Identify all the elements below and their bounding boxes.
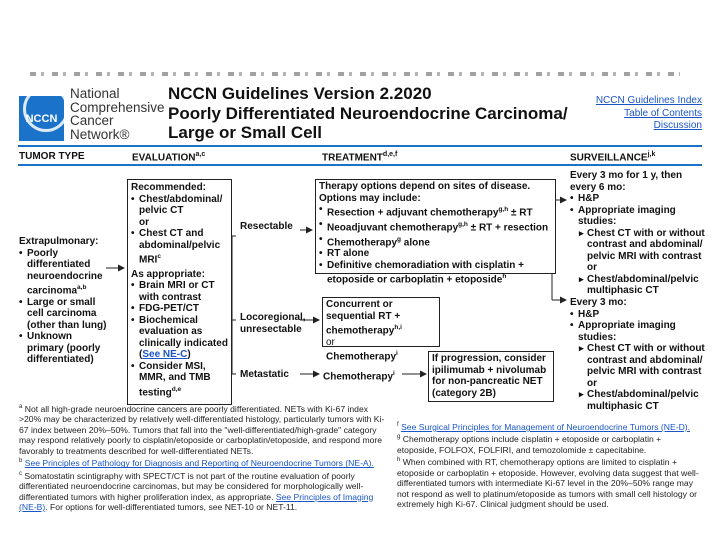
- surveillance-intro: Every 3 mo:: [570, 297, 627, 308]
- surveillance-subitem: ▸ Chest CT with or without contrast and abdominal/ pelvic MRI with contrast: [579, 228, 706, 263]
- org-line-4: Network®: [70, 126, 130, 142]
- imaging-link[interactable]: See Principles of Imaging (NE-B): [19, 491, 374, 513]
- surveillance-block-2: [570, 297, 706, 412]
- treatment-loco-1: Concurrent or sequential RT + chemotherapy$^{h,i}$: [326, 299, 402, 337]
- footnote-b: $^b$ See Principles of Pathology for Diagnosis and Reporting of Neuroendocrine Tumors (NE-A).: [19, 458, 374, 469]
- pathology-link[interactable]: See Principles of Pathology for Diagnosis and Reporting of Neuroendocrine Tumors (NE-A).: [24, 458, 374, 469]
- footnotes-left: [19, 402, 391, 513]
- surgical-principles-link[interactable]: See Surgical Principles for Management of Neuroendocrine Tumors (NE-D).: [401, 421, 691, 432]
- tumor-item: • Unknown primary (poorly differentiated): [19, 331, 111, 366]
- treatment-intro: Therapy options depend on sites of disease. Options may include:: [319, 181, 531, 204]
- stage-resectable: Resectable: [240, 221, 293, 232]
- surveillance-intro: Every 3 mo for 1 y, then every 6 mo:: [570, 170, 683, 193]
- surveillance-item: • H&P: [570, 309, 706, 321]
- stage-metastatic: Metastatic: [240, 369, 289, 380]
- column-header-surveillance: SURVEILLANCE$^{j,k}$: [570, 151, 656, 164]
- evaluation-box: [127, 179, 232, 405]
- footnote-a: $^a$ Not all high-grade neuroendocrine cancers are poorly differentiated. NETs with Ki-67 index >20% may be characterized by relatively well-differentiated histology, particularly tumors with Ki-67 index between 20%–50%. Tumors that fall into the "well-differentiated/high-grade" category may respond relatively poorly to cisplatin/etoposide or carboplatin/etoposide, and respond more favorably to treatments described for well-differentiated NETs.: [19, 403, 385, 456]
- surveillance-item: • H&P: [570, 193, 706, 205]
- tumor-item: • Poorly differentiated neuroendocrine carcinoma$^{a,b}$: [19, 248, 111, 297]
- org-line-2: Comprehensive: [70, 99, 165, 115]
- org-line-1: National: [70, 86, 120, 101]
- surveillance-item: • Appropriate imaging studies:: [570, 205, 706, 228]
- column-header-treatment: TREATMENT$^{d,e,f}$: [322, 151, 398, 164]
- footnote-f: $^f$ See Surgical Principles for Management of Neuroendocrine Tumors (NE-D).: [397, 421, 691, 432]
- treatment-item: • Definitive chemoradiation with cisplatin + etoposide or carboplatin + etoposide$^h$: [319, 260, 552, 286]
- treatment-resectable-box: [315, 179, 556, 286]
- treatment-item: • Resection + adjuvant chemotherapy$^{g,h}$ ± RT: [319, 204, 552, 219]
- footnote-h: $^h$ When combined with RT, chemotherapy options are limited to cisplatin + etoposide or carboplatin + etoposide. However, evolving data suggest that well-differentiated tumors with intermediate Ki-67 level in the 20%–50% range may not respond as well to platinum/etoposide as tumors with small cell histology or extremely high Ki-67. Clinical judgment should be used.: [397, 457, 699, 510]
- tumor-heading: Extrapulmonary:: [19, 236, 99, 247]
- tumor-type-block: [19, 236, 111, 366]
- org-line-3: Cancer: [70, 113, 114, 128]
- footnote-c: $^c$ Somatostatin scintigraphy with SPECT/CT is not part of the routine evaluation of poorly differentiated neuroendocrine carcinomas, but may be considered for morphologically well-differentiated tumors with higher proliferation index, as appropriate. See Principles of Imaging (NE-B). For options for well-differentiated tumors, see NET-10 or NET-11.: [19, 470, 374, 513]
- surveillance-subitem: ▸ Chest CT with or without contrast and abdominal/ pelvic MRI with contrast: [579, 343, 706, 378]
- eval-item: • Consider MSI, MMR, and TMB testing$^{d,e}$: [131, 361, 228, 399]
- eval-item: • Chest/abdominal/ pelvic CT: [131, 194, 228, 217]
- eval-item: • Biochemical evaluation as clinically indicated (See NE-C): [131, 315, 228, 361]
- surveillance-or: or: [587, 377, 597, 389]
- surveillance-or: or: [587, 262, 597, 273]
- see-ne-c-link[interactable]: See NE-C: [142, 349, 188, 361]
- treatment-item: • Neoadjuvant chemotherapy$^{g,h}$ ± RT + resection: [319, 219, 552, 234]
- eval-recommended-heading: Recommended:: [131, 182, 207, 193]
- column-header-tumor-type: TUMOR TYPE: [19, 151, 85, 162]
- title-line-2: Poorly Differentiated Neuroendocrine Carcinoma/: [168, 103, 568, 123]
- eval-or: or: [139, 216, 149, 228]
- eval-as-appropriate-heading: As appropriate:: [131, 268, 205, 280]
- treatment-item: • Chemotherapy$^g$ alone: [319, 234, 552, 249]
- surveillance-subitem: ▸ Chest/abdominal/pelvic multiphasic CT: [579, 274, 706, 297]
- discussion-link[interactable]: Discussion: [653, 120, 702, 131]
- title-line-1: NCCN Guidelines Version 2.2020: [168, 84, 432, 103]
- footnotes-right: [397, 420, 703, 510]
- treatment-metastatic: Chemotherapy$^i$: [323, 370, 395, 383]
- footnote-g: $^g$ Chemotherapy options include cisplatin + etoposide or carboplatin + etoposide, FOLFOX, FOLFIRI, and temozolomide ± capecitabine.: [397, 434, 662, 455]
- eval-item: • Brain MRI or CT with contrast: [131, 280, 228, 303]
- treatment-locoregional-box: [322, 297, 440, 363]
- tumor-item: • Large or small cell carcinoma (other than lung): [19, 297, 111, 332]
- surveillance-block-1: [570, 170, 706, 297]
- stage-locoregional: Locoregional, unresectable: [240, 312, 306, 335]
- title-line-3: Large or Small Cell: [168, 123, 322, 142]
- logo-badge-text: NCCN: [25, 112, 58, 125]
- eval-item: • Chest CT and abdominal/pelvic MRI$^c$: [131, 228, 228, 266]
- treatment-loco-2: Chemotherapy$^i$: [326, 350, 398, 363]
- eval-item: • FDG-PET/CT: [131, 303, 228, 315]
- guidelines-index-link[interactable]: NCCN Guidelines Index: [595, 95, 702, 106]
- treatment-progression-box: If progression, consider ipilimumab + nivolumab for non-pancreatic NET (category 2B): [428, 351, 554, 402]
- treatment-loco-or: or: [326, 336, 335, 348]
- treatment-item: • RT alone: [319, 248, 552, 260]
- column-header-evaluation: EVALUATION$^{a,c}$: [132, 151, 206, 164]
- surveillance-item: • Appropriate imaging studies:: [570, 320, 706, 343]
- surveillance-subitem: ▸ Chest/abdominal/pelvic multiphasic CT: [579, 389, 706, 412]
- table-of-contents-link[interactable]: Table of Contents: [624, 107, 702, 119]
